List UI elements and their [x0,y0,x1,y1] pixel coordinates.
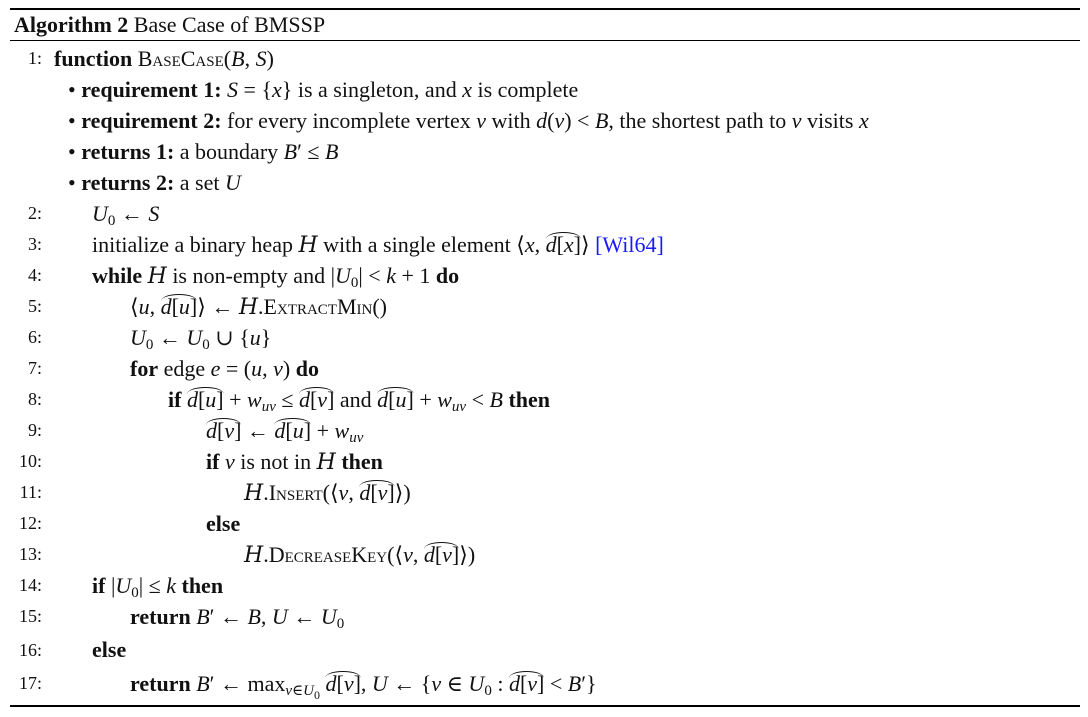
algorithm-line [10,601,1080,632]
algorithm-line [10,384,1080,415]
line-content: return B′ ← $\max_{v\in U_0} d[v]$, U ← {v ∈ $U_0$ : d[v] < B′} [130,668,597,699]
line-content: $U_0$ ← S [92,201,160,229]
line-number: 5: [27,296,42,316]
line-number: 4: [27,265,42,285]
line-number: 16: [18,640,42,660]
algorithm-label: Algorithm 2 [14,12,129,37]
algorithm-line [10,229,1080,260]
algorithm-line [10,105,1080,136]
line-content: ⟨u, d[u]⟩ ← H.ExtractMin() [130,291,387,323]
line-content: • requirement 2: for every incomplete vertex v with d(v) < B, the shortest path to v visits x [68,108,869,133]
line-number: 3: [27,234,42,254]
algorithm-lines [10,41,1080,705]
line-number: 6: [27,327,42,347]
algorithm-line [10,43,1080,74]
line-number: 17: [18,673,42,693]
line-content: else [92,637,127,662]
line-content: return B′ ← B, U ← $U_0$ [130,604,345,632]
line-content: H.Insert(⟨v, d[v]⟩) [244,477,411,509]
line-number: 12: [18,513,42,533]
line-number: 14: [18,575,42,595]
line-content: else [206,511,241,536]
algorithm-line [10,353,1080,384]
algorithm-line [10,74,1080,105]
line-number: 7: [27,358,42,378]
line-number: 11: [19,482,42,502]
line-content: • returns 1: a boundary B′ ≤ B [68,139,339,164]
algorithm-line [10,668,1080,702]
algorithm-title: Base Case of BMSSP [133,12,326,37]
algorithm-line [10,632,1080,668]
line-number: 2: [27,203,42,223]
algorithm-line [10,508,1080,539]
algorithm-line [10,539,1080,570]
algorithm-line [10,415,1080,446]
algorithm-line [10,198,1080,229]
line-number: 15: [18,606,42,626]
algorithm-line [10,570,1080,601]
line-content: if $|U_0| \le k$ then [92,573,224,601]
line-content: H.DecreaseKey(⟨v, d[v]⟩) [244,539,475,571]
line-content: d[v] ← $d[u] + w_{uv}$ [206,415,363,446]
algorithm-line [10,167,1080,198]
line-number: 10: [18,451,42,471]
algorithm-line [10,136,1080,167]
line-content: • returns 2: a set U [68,170,241,195]
line-content: if v is not in H then [206,449,383,475]
line-number: 1: [27,48,42,68]
line-content: if $d[u] + w_{uv} \le d[v]$ and $d[u] + w_{uv} < B$ then [168,384,550,415]
algorithm-line [10,477,1080,508]
line-content: for edge e = (u, v) do [130,356,319,381]
algorithm-line [10,322,1080,353]
line-content: • requirement 1: S = {x} is a singleton, and x is complete [68,77,579,102]
algorithm-caption [10,10,1080,41]
line-content: $U_0$ ← $U_0$ ∪ {u} [130,325,272,353]
line-content: initialize a binary heap H with a single element ⟨x, d[x]⟩ [Wil64] [92,229,664,261]
algorithm-line [10,260,1080,291]
algorithm-block [10,8,1080,707]
algorithm-line [10,291,1080,322]
algorithm-line [10,446,1080,477]
line-number: 13: [18,544,42,564]
line-number: 9: [27,420,42,440]
line-content: while H is non-empty and $|U_0| < k + 1$ do [92,263,460,291]
line-content: function BaseCase(B, S) [54,46,274,71]
line-number: 8: [27,389,42,409]
